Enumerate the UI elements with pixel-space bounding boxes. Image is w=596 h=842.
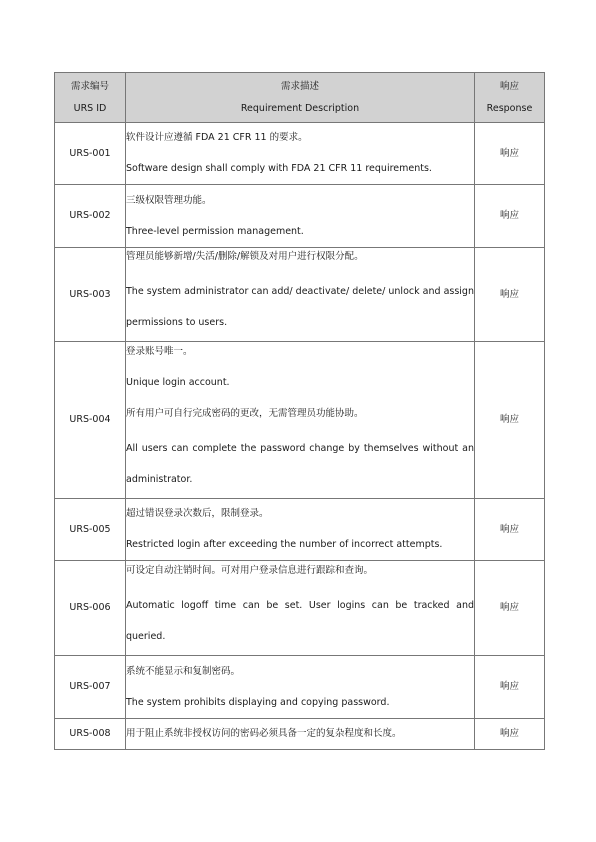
requirement-description: [126, 123, 475, 185]
header-description: [126, 73, 475, 123]
requirement-description: [126, 719, 475, 750]
urs-id-cell: URS-002: [55, 185, 126, 248]
requirement-en: Automatic logoff time can be set. User logins can be tracked and queried.: [126, 599, 474, 642]
header-desc-cn: 需求描述: [280, 80, 319, 92]
table-row: [55, 123, 545, 185]
header-response: [475, 73, 545, 123]
requirement-en: All users can complete the password change by themselves without an administrator.: [126, 442, 474, 485]
response-cell: 响应: [475, 185, 545, 248]
response-cell: 响应: [475, 561, 545, 656]
requirement-cn: 系统不能显示和复制密码。: [126, 665, 241, 677]
urs-id-cell: URS-001: [55, 123, 126, 185]
urs-id-cell: URS-006: [55, 561, 126, 656]
requirement-description: [126, 499, 475, 561]
requirement-en: Restricted login after exceeding the number of incorrect attempts.: [126, 539, 443, 550]
requirement-en: The system administrator can add/ deactivate/ delete/ unlock and assign permissions to users.: [126, 286, 474, 328]
response-cell: 响应: [475, 719, 545, 750]
response-cell: 响应: [475, 499, 545, 561]
requirement-description: [126, 561, 475, 656]
table-row: [55, 248, 545, 342]
requirement-description: [126, 342, 475, 499]
requirement-en: The system prohibits displaying and copying password.: [126, 696, 390, 708]
requirement-en: Unique login account.: [126, 376, 230, 388]
requirement-en: Three-level permission management.: [126, 225, 304, 237]
requirement-cn: 三级权限管理功能。: [126, 194, 212, 206]
header-urs-id: [55, 73, 126, 123]
requirement-description: [126, 656, 475, 719]
requirement-cn: 用于阻止系统非授权访问的密码必须具备一定的复杂程度和长度。: [126, 728, 402, 739]
header-id-en: URS ID: [73, 102, 107, 114]
urs-id-cell: URS-008: [55, 719, 126, 750]
response-cell: 响应: [475, 656, 545, 719]
table-row: [55, 185, 545, 248]
urs-id-cell: URS-003: [55, 248, 126, 342]
table-row: [55, 561, 545, 656]
table-row: [55, 656, 545, 719]
requirement-cn: 所有用户可自行完成密码的更改，无需管理员功能协助。: [126, 407, 364, 419]
urs-id-cell: URS-007: [55, 656, 126, 719]
requirement-description: [126, 185, 475, 248]
header-desc-en: Requirement Description: [240, 102, 360, 114]
requirement-cn: 管理员能够新增/失活/删除/解锁及对用户进行权限分配。: [126, 251, 364, 262]
response-cell: 响应: [475, 342, 545, 499]
header-id-cn: 需求编号: [70, 80, 109, 92]
requirement-cn: 超过错误登录次数后，限制登录。: [126, 508, 269, 519]
header-resp-cn: 响应: [499, 80, 519, 92]
requirement-cn: 可设定自动注销时间。可对用户登录信息进行跟踪和查询。: [126, 564, 374, 576]
requirement-cn: 登录账号唯一。: [126, 345, 193, 357]
requirement-cn: 软件设计应遵循 FDA 21 CFR 11 的要求。: [126, 132, 308, 143]
table-row: [55, 342, 545, 499]
table-header-row: [55, 73, 545, 123]
response-cell: 响应: [475, 248, 545, 342]
response-cell: 响应: [475, 123, 545, 185]
urs-table: [54, 72, 545, 750]
header-resp-en: Response: [486, 102, 533, 114]
requirement-description: [126, 248, 475, 342]
table-row: [55, 719, 545, 750]
table-row: [55, 499, 545, 561]
urs-id-cell: URS-005: [55, 499, 126, 561]
requirement-en: Software design shall comply with FDA 21 CFR 11 requirements.: [126, 163, 432, 174]
urs-id-cell: URS-004: [55, 342, 126, 499]
